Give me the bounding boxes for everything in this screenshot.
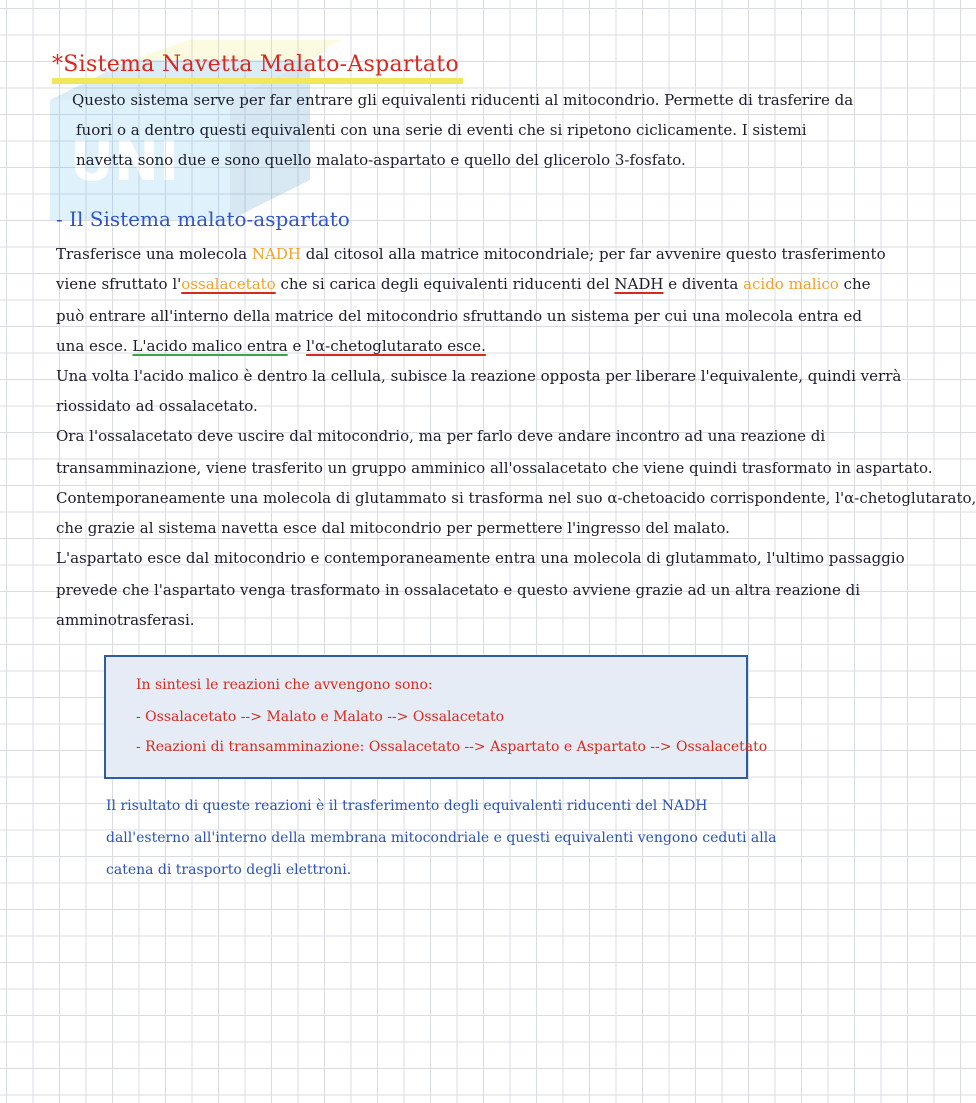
summary-item: - Ossalacetato --> Malato e Malato --> Ossalacetato bbox=[136, 709, 505, 725]
conclusion-line: Il risultato di queste reazioni è il trasferimento degli equivalenti riducenti del NADH bbox=[106, 798, 708, 814]
body-line: amminotrasferasi. bbox=[56, 611, 195, 629]
body-line: L'aspartato esce dal mitocondrio e contemporaneamente entra una molecola di glutammato, l'ultimo passaggio bbox=[56, 549, 905, 567]
body-line: transamminazione, viene trasferito un gruppo amminico all'ossalacetato che viene quindi trasformato in aspartato. bbox=[56, 459, 933, 477]
conclusion-line: catena di trasporto degli elettroni. bbox=[106, 862, 352, 878]
intro-line: fuori o a dentro questi equivalenti con una serie di eventi che si ripetono ciclicamente. I sistemi bbox=[76, 121, 807, 139]
body-line: che grazie al sistema navetta esce dal mitocondrio per permettere l'ingresso del malato. bbox=[56, 519, 730, 537]
body-line: riossidato ad ossalacetato. bbox=[56, 397, 258, 415]
intro-line: navetta sono due e sono quello malato-aspartato e quello del glicerolo 3-fosfato. bbox=[76, 151, 686, 169]
body-line: viene sfruttato l'ossalacetato che si carica degli equivalenti riducenti del NADH e diventa acido malico che bbox=[56, 275, 871, 293]
conclusion-line: dall'esterno all'interno della membrana mitocondriale e questi equivalenti vengono ceduti alla bbox=[106, 830, 777, 846]
body-line: prevede che l'aspartato venga trasformato in ossalacetato e questo avviene grazie ad un altra reazione di bbox=[56, 581, 861, 599]
summary-heading: In sintesi le reazioni che avvengono sono: bbox=[136, 677, 433, 693]
body-line: può entrare all'interno della matrice del mitocondrio sfruttando un sistema per cui una molecola entra ed bbox=[56, 307, 862, 325]
keyword-acido-malico: acido malico bbox=[743, 275, 839, 293]
chetoglutarato-esce: l'α-chetoglutarato esce. bbox=[306, 337, 486, 355]
body-line: Ora l'ossalacetato deve uscire dal mitocondrio, ma per farlo deve andare incontro ad una reazione di bbox=[56, 427, 826, 445]
page-title: *Sistema Navetta Malato-Aspartato bbox=[52, 52, 463, 84]
body-line: Contemporaneamente una molecola di glutammato si trasforma nel suo α-chetoacido corrispondente, l'α-chetoglutarato, bbox=[56, 489, 976, 507]
body-line: Trasferisce una molecola NADH dal citosol alla matrice mitocondriale; per far avvenire questo trasferimento bbox=[56, 245, 886, 263]
keyword-nadh: NADH bbox=[614, 275, 664, 293]
keyword-ossalacetato: ossalacetato bbox=[181, 275, 276, 293]
keyword-nadh: NADH bbox=[251, 245, 301, 263]
acido-malico-entra: L'acido malico entra bbox=[132, 337, 288, 355]
summary-box bbox=[104, 655, 768, 779]
body-line: una esce. L'acido malico entra e l'α-chetoglutarato esce. bbox=[56, 337, 486, 355]
section-heading: - Il Sistema malato-aspartato bbox=[56, 207, 350, 231]
summary-item: - Reazioni di transamminazione: Ossalacetato --> Aspartato e Aspartato --> Ossalacetato bbox=[136, 739, 768, 755]
svg-text:UNI: UNI bbox=[70, 130, 180, 193]
intro-line: Questo sistema serve per far entrare gli equivalenti riducenti al mitocondrio. Permette di trasferire da bbox=[72, 91, 854, 109]
body-line: Una volta l'acido malico è dentro la cellula, subisce la reazione opposta per liberare l'equivalente, quindi verrà bbox=[56, 367, 902, 385]
